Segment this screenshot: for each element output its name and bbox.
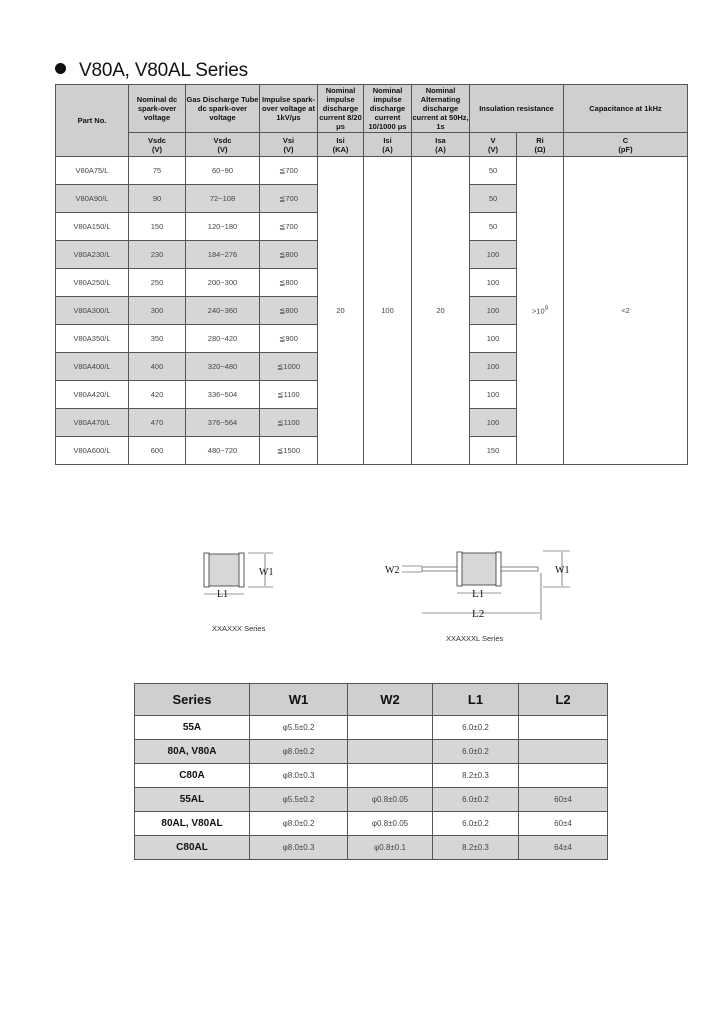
- l1-value: 6.0±0.2: [433, 716, 519, 740]
- lead-right: [500, 567, 538, 571]
- insulation-voltage: 50: [470, 157, 517, 185]
- header-nominal-impulse-10-1000: Nominal impulse discharge current 10/1000 μs: [364, 85, 412, 133]
- part-number: V80A250/L: [56, 269, 129, 297]
- insulation-voltage: 150: [470, 437, 517, 465]
- w1-value: φ8.0±0.3: [250, 836, 348, 860]
- l1-value: 8.2±0.3: [433, 764, 519, 788]
- part-number: V80A600/L: [56, 437, 129, 465]
- tube-cap-left: [457, 552, 462, 586]
- l1-label: L1: [217, 589, 229, 600]
- w1-label: W1: [259, 567, 274, 578]
- merged-capacitance: <2: [564, 157, 688, 465]
- l1-label: L1: [472, 588, 485, 600]
- series-name: C80AL: [135, 836, 250, 860]
- table-row: [56, 157, 688, 185]
- symbol-v: V (V): [470, 133, 517, 157]
- left-diagram-caption: XXAXXX Series: [212, 624, 266, 633]
- nominal-value: 90: [129, 185, 186, 213]
- lead-left: [422, 567, 458, 571]
- nominal-value: 230: [129, 241, 186, 269]
- l1-value: 6.0±0.2: [433, 812, 519, 836]
- range-value: 120~180: [186, 213, 260, 241]
- range-value: 200~300: [186, 269, 260, 297]
- range-value: 60~90: [186, 157, 260, 185]
- insulation-voltage: 100: [470, 297, 517, 325]
- impulse-value: ≦800: [260, 269, 318, 297]
- insulation-voltage: 50: [470, 185, 517, 213]
- nominal-value: 600: [129, 437, 186, 465]
- header-w1: W1: [250, 684, 348, 716]
- insulation-voltage: 100: [470, 353, 517, 381]
- impulse-value: ≦1100: [260, 409, 318, 437]
- w2-value: [348, 764, 433, 788]
- range-value: 376~564: [186, 409, 260, 437]
- impulse-value: ≦1500: [260, 437, 318, 465]
- header-nominal-alternating: Nominal Alternating discharge current at 50Hz, 1s: [412, 86, 469, 131]
- title-text: V80A, V80AL Series: [79, 60, 248, 81]
- impulse-value: ≦1000: [260, 353, 318, 381]
- insulation-voltage: 100: [470, 409, 517, 437]
- series-name: 55A: [135, 716, 250, 740]
- l2-value: [519, 740, 608, 764]
- dimension-diagram-left: [195, 545, 285, 605]
- impulse-value: ≦700: [260, 185, 318, 213]
- impulse-value: ≦700: [260, 157, 318, 185]
- insulation-voltage: 100: [470, 241, 517, 269]
- dimensions-table: [134, 683, 608, 860]
- header-l2: L2: [519, 684, 608, 716]
- range-value: 320~480: [186, 353, 260, 381]
- range-value: 184~276: [186, 241, 260, 269]
- tube-body: [460, 553, 498, 585]
- insulation-voltage: 50: [470, 213, 517, 241]
- nominal-value: 400: [129, 353, 186, 381]
- merged-isa: 20: [412, 157, 470, 465]
- table-row: [135, 764, 608, 788]
- tube-cap-left: [204, 553, 209, 587]
- impulse-value: ≦800: [260, 297, 318, 325]
- part-number: V80A400/L: [56, 353, 129, 381]
- bullet-icon: [55, 63, 66, 74]
- header-nominal-impulse-8-20: Nominal impulse discharge current 8/20 μs: [319, 86, 362, 131]
- w2-value: φ0.8±0.1: [348, 836, 433, 860]
- symbol-isi-a: Isi (A): [364, 133, 412, 157]
- merged-isi-a: 100: [364, 157, 412, 465]
- series-name: 55AL: [135, 788, 250, 812]
- merged-isi-ka: 20: [318, 157, 364, 465]
- w1-value: φ8.0±0.3: [250, 764, 348, 788]
- range-value: 336~504: [186, 381, 260, 409]
- table-row: [135, 716, 608, 740]
- part-number: V80A150/L: [56, 213, 129, 241]
- tube-cap-right: [239, 553, 244, 587]
- part-number: V80A75/L: [56, 157, 129, 185]
- w1-label: W1: [555, 565, 570, 576]
- table-row: [135, 740, 608, 764]
- part-number: V80A470/L: [56, 409, 129, 437]
- w2-value: φ0.8±0.05: [348, 812, 433, 836]
- part-number: V80A420/L: [56, 381, 129, 409]
- impulse-value: ≦900: [260, 325, 318, 353]
- tube-body: [207, 554, 241, 586]
- w2-value: [348, 740, 433, 764]
- header-nominal-dc: Nominal dc spark-over voltage: [129, 85, 186, 133]
- table-row: [135, 836, 608, 860]
- table-row: [135, 812, 608, 836]
- w1-value: φ5.5±0.2: [250, 788, 348, 812]
- merged-insulation-r: $>10^9$: [517, 157, 564, 465]
- w2-value: [348, 716, 433, 740]
- part-number: V80A90/L: [56, 185, 129, 213]
- header-w2: W2: [348, 684, 433, 716]
- impulse-value: ≦800: [260, 241, 318, 269]
- range-value: 72~108: [186, 185, 260, 213]
- series-name: C80A: [135, 764, 250, 788]
- l1-value: 8.2±0.3: [433, 836, 519, 860]
- right-diagram-caption: XXAXXXL Series: [446, 634, 504, 643]
- symbol-c: C (pF): [564, 133, 688, 157]
- l2-value: [519, 764, 608, 788]
- nominal-value: 250: [129, 269, 186, 297]
- symbol-isi-ka: Isi (KA): [318, 133, 364, 157]
- w1-value: φ5.5±0.2: [250, 716, 348, 740]
- w1-value: φ8.0±0.2: [250, 812, 348, 836]
- header-l1: L1: [433, 684, 519, 716]
- header-part-no: Part No.: [56, 85, 129, 157]
- symbol-isa: Isa (A): [412, 133, 470, 157]
- nominal-value: 75: [129, 157, 186, 185]
- series-name: 80A, V80A: [135, 740, 250, 764]
- table-row: [135, 788, 608, 812]
- l1-value: 6.0±0.2: [433, 788, 519, 812]
- l2-label: L2: [472, 608, 485, 620]
- part-number: V80A230/L: [56, 241, 129, 269]
- l2-value: 60±4: [519, 812, 608, 836]
- header-insulation: Insulation resistance: [470, 85, 564, 133]
- nominal-value: 420: [129, 381, 186, 409]
- spec-table: [55, 84, 688, 465]
- impulse-value: ≦1100: [260, 381, 318, 409]
- nominal-value: 470: [129, 409, 186, 437]
- l1-value: 6.0±0.2: [433, 740, 519, 764]
- nominal-value: 350: [129, 325, 186, 353]
- symbol-vsdc: Vsdc (V): [129, 133, 186, 157]
- part-number: V80A300/L: [56, 297, 129, 325]
- w1-value: φ8.0±0.2: [250, 740, 348, 764]
- symbol-vsdc-range: Vsdc (V): [186, 133, 260, 157]
- insulation-voltage: 100: [470, 269, 517, 297]
- l2-value: 60±4: [519, 788, 608, 812]
- nominal-value: 150: [129, 213, 186, 241]
- range-value: 280~420: [186, 325, 260, 353]
- insulation-voltage: 100: [470, 325, 517, 353]
- l2-value: [519, 716, 608, 740]
- w2-value: φ0.8±0.05: [348, 788, 433, 812]
- l2-value: 64±4: [519, 836, 608, 860]
- nominal-value: 300: [129, 297, 186, 325]
- header-capacitance: Capacitance at 1kHz: [564, 85, 688, 133]
- impulse-value: ≦700: [260, 213, 318, 241]
- page-title: [55, 60, 248, 82]
- range-value: 240~360: [186, 297, 260, 325]
- insulation-voltage: 100: [470, 381, 517, 409]
- header-gas-discharge: Gas Discharge Tube dc spark-over voltage: [186, 85, 260, 133]
- dimension-diagram-right: [380, 545, 580, 625]
- symbol-vsi: Vsi (V): [260, 133, 318, 157]
- range-value: 480~720: [186, 437, 260, 465]
- header-series: Series: [135, 684, 250, 716]
- tube-cap-right: [496, 552, 501, 586]
- w2-label: W2: [385, 565, 400, 576]
- header-impulse: Impulse spark-over voltage at 1kV/μs: [260, 85, 318, 133]
- part-number: V80A350/L: [56, 325, 129, 353]
- series-name: 80AL, V80AL: [135, 812, 250, 836]
- symbol-r: Ri (Ω): [517, 133, 564, 157]
